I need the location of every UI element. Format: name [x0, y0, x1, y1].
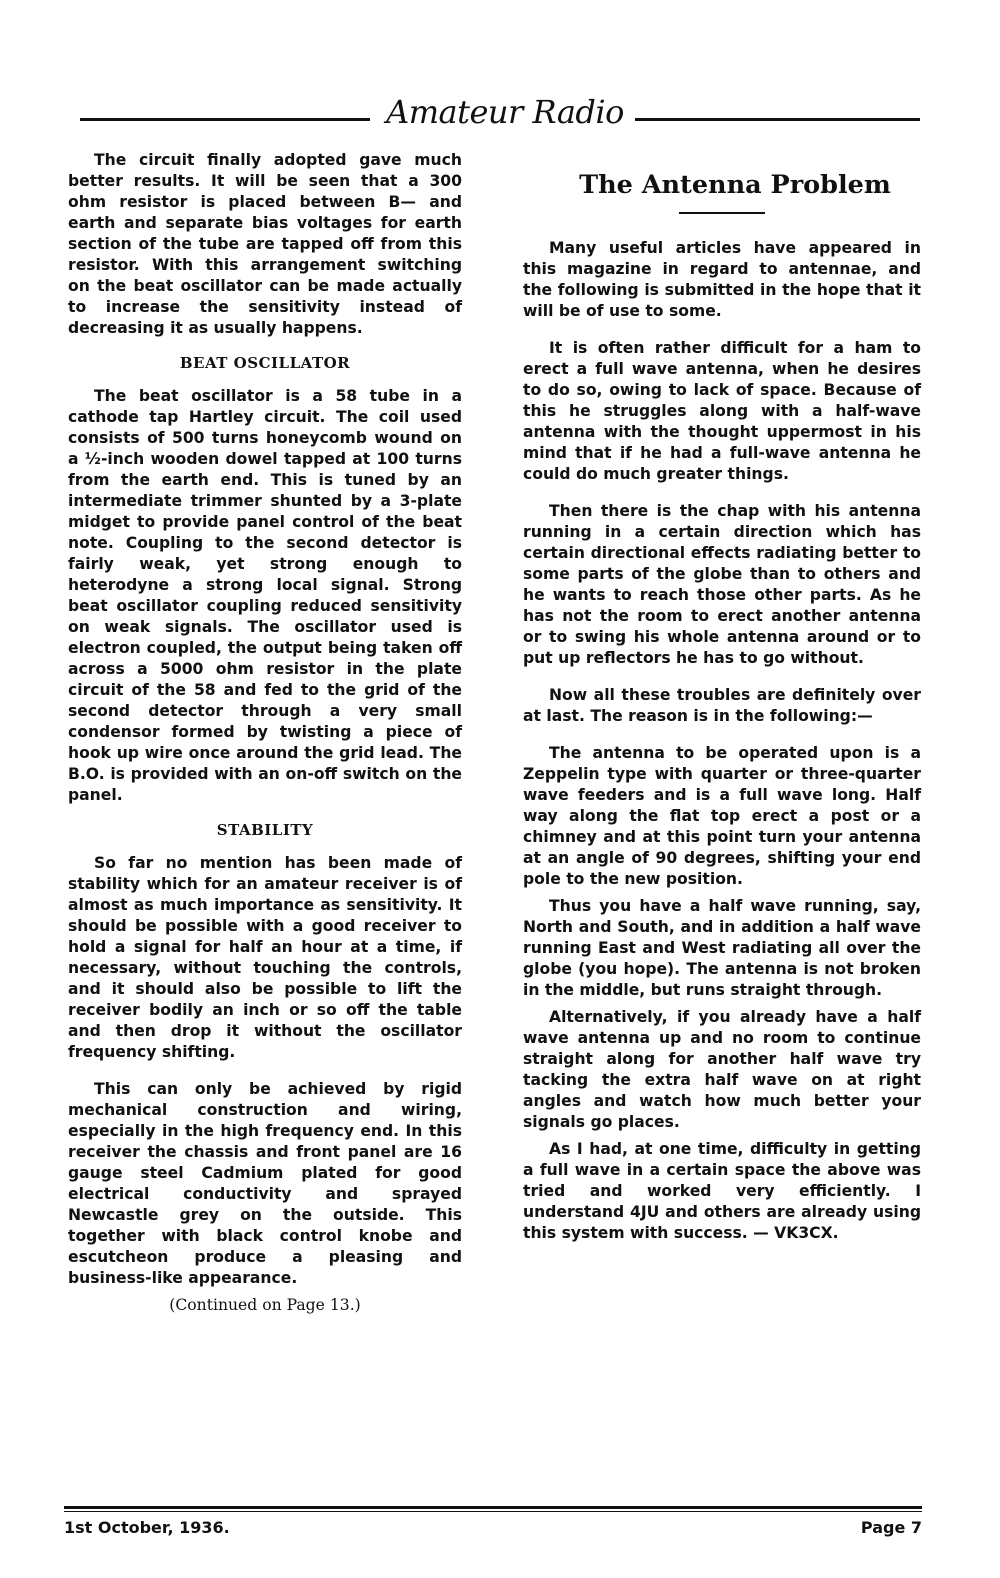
paragraph: Many useful articles have appeared in this magazine in regard to antennae, and the following is submitted in the hope that it will be of use to some. — [523, 239, 921, 320]
masthead-rule-left — [80, 118, 370, 121]
continued-note: (Continued on Page 13.) — [169, 1296, 361, 1314]
paragraph: It is often rather difficult for a ham to erect a full wave antenna, when he desires to do so, owing to lack of space. Because of this he struggles along with a half-wave antenna with the thought uppermost in his mind that if he had a full-wave antenna he could do much greater things. — [523, 339, 921, 483]
page-number: Page 7 — [860, 1518, 922, 1537]
masthead — [80, 92, 920, 132]
section-heading: STABILITY — [216, 821, 314, 839]
masthead-title: Amateur Radio — [386, 93, 624, 131]
article-title: The Antenna Problem — [579, 170, 891, 200]
footer-rule-thin — [64, 1511, 922, 1512]
title-rule — [679, 212, 765, 214]
footer-date: 1st October, 1936. — [64, 1518, 230, 1537]
paragraph: So far no mention has been made of stability which for an amateur receiver is of almost as much importance as sensitivity. It should be possible with a good receiver to hold a signal for half an hour at a time, if necessary, without touching the controls, and it should also be possible to lift the receiver bodily an inch or so off the table and then drop it without the oscillator frequency shifting. — [68, 854, 462, 1061]
footer-rule — [64, 1506, 922, 1509]
paragraph: As I had, at one time, difficulty in getting a full wave in a certain space the above was tried and worked very efficiently. I understand 4JU and others are already using this system with success. — VK3CX. — [523, 1140, 921, 1242]
masthead-rule-right — [635, 118, 920, 121]
paragraph: The circuit finally adopted gave much better results. It will be seen that a 300 ohm resistor is placed between B— and earth and separate bias voltages for earth section of the tube are tapped off from this resistor. With this arrangement switching on the beat oscillator can be made actually to increase the sensitivity instead of decreasing it as usually happens. — [68, 151, 462, 337]
paragraph: Then there is the chap with his antenna running in a certain direction which has certain directional effects radiating better to some parts of the globe than to others and he wants to reach those other parts. As he has not the room to erect another antenna or to swing his whole antenna around or to put up reflectors he has to go without. — [523, 502, 921, 667]
paragraph: This can only be achieved by rigid mechanical construction and wiring, especially in the high frequency end. In this receiver the chassis and front panel are 16 gauge steel Cadmium plated for good electrical conductivity and sprayed Newcastle grey on the outside. This together with black control knobe and escutcheon produce a pleasing and business-like appearance. — [68, 1080, 462, 1287]
paragraph: Now all these troubles are definitely over at last. The reason is in the following:— — [523, 686, 921, 725]
paragraph: Alternatively, if you already have a half wave antenna up and no room to continue straight along for another half wave try tacking the extra half wave on at right angles and watch how much better your signals go places. — [523, 1008, 921, 1131]
paragraph: The beat oscillator is a 58 tube in a cathode tap Hartley circuit. The coil used consists of 500 turns honeycomb wound on a ½-inch wooden dowel tapped at 100 turns from the earth end. This is tuned by an intermediate trimmer shunted by a 3-plate midget to provide panel control of the beat note. Coupling to the second detector is fairly weak, yet strong enough to heterodyne a strong local signal. Strong beat oscillator coupling reduced sensitivity on weak signals. The oscillator used is electron coupled, the output being taken off across a 5000 ohm resistor in the plate circuit of the 58 and fed to the grid of the second detector through a very small condensor formed by twisting a piece of hook up wire once around the grid lead. The B.O. is provided with an on-off switch on the panel. — [68, 387, 462, 804]
section-heading: BEAT OSCILLATOR — [179, 354, 351, 372]
paragraph: Thus you have a half wave running, say, North and South, and in addition a half wave running East and West radiating all over the globe (you hope). The antenna is not broken in the middle, but runs straight through. — [523, 897, 921, 999]
paragraph: The antenna to be operated upon is a Zeppelin type with quarter or three-quarter wave feeders and is a full wave long. Half way along the flat top erect a post or a chimney and at this point turn your antenna at an angle of 90 degrees, shifting your end pole to the new position. — [523, 744, 921, 888]
right-column — [523, 168, 921, 1244]
left-column — [68, 150, 462, 1316]
